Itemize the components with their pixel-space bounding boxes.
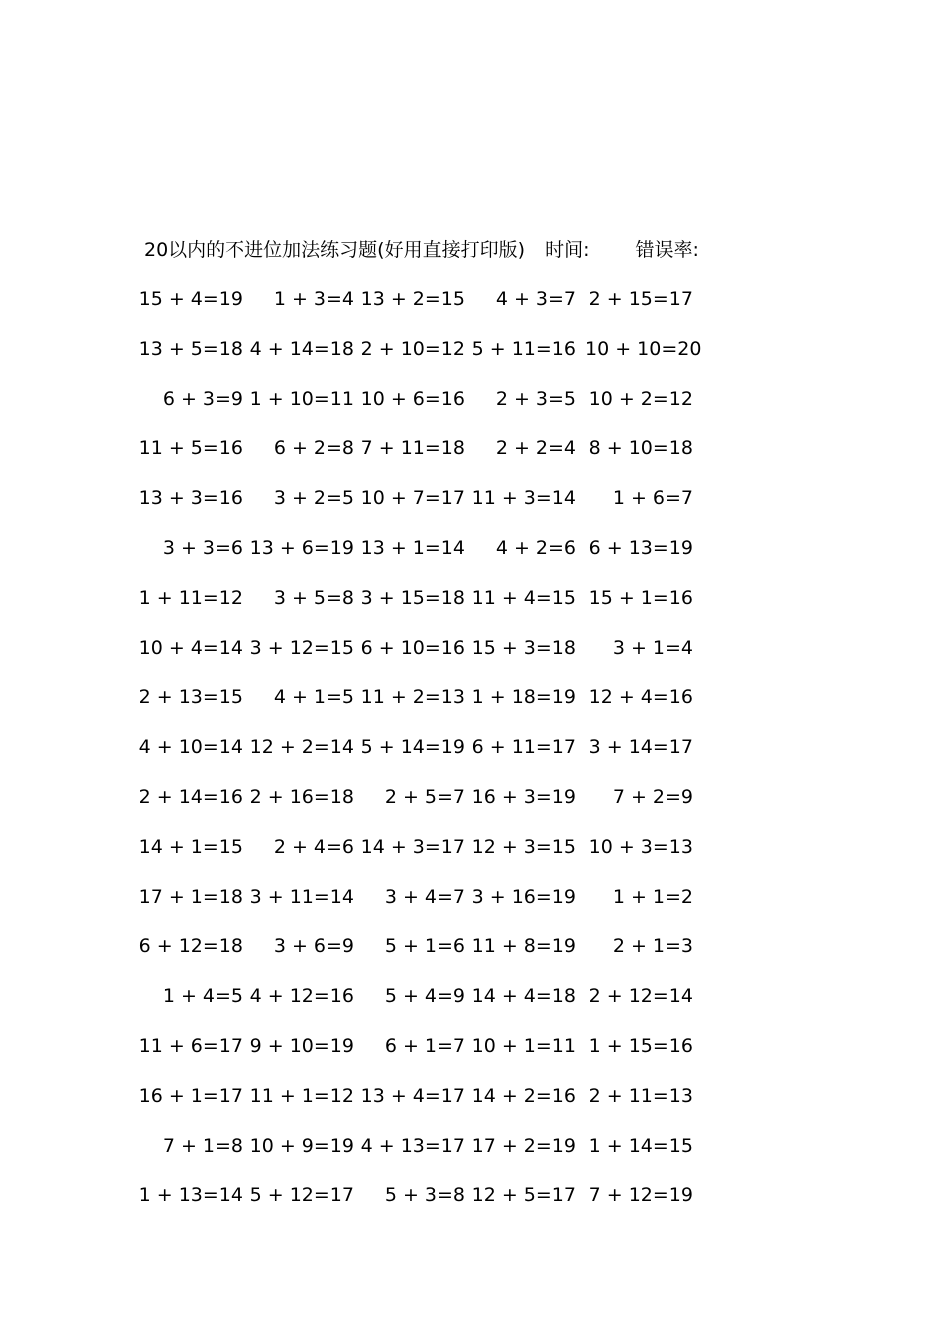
problem-cell: 14 + 4=18 <box>471 985 576 1007</box>
problem-cell: 2 + 3=5 <box>495 388 576 410</box>
problem-cell: 13 + 2=15 <box>360 288 465 310</box>
problem-cell: 12 + 4=16 <box>588 686 693 708</box>
problem-cell: 1 + 1=2 <box>612 886 693 908</box>
problem-cell: 4 + 10=14 <box>138 736 243 758</box>
problem-cell: 6 + 11=17 <box>471 736 576 758</box>
problem-cell: 4 + 2=6 <box>495 537 576 559</box>
worksheet-title: 20以内的不进位加法练习题(好用直接打印版) <box>144 239 526 261</box>
problem-row <box>0 284 950 314</box>
problem-cell: 14 + 2=16 <box>471 1085 576 1107</box>
problem-cell: 6 + 13=19 <box>588 537 693 559</box>
problem-cell: 4 + 14=18 <box>249 338 354 360</box>
problem-row <box>0 384 950 414</box>
problem-cell: 15 + 4=19 <box>138 288 243 310</box>
problem-cell: 3 + 3=6 <box>162 537 243 559</box>
problem-row <box>0 682 950 712</box>
problem-cell: 10 + 3=13 <box>588 836 693 858</box>
problem-cell: 1 + 18=19 <box>471 686 576 708</box>
problem-cell: 5 + 3=8 <box>384 1184 465 1206</box>
problem-cell: 13 + 6=19 <box>249 537 354 559</box>
problem-row <box>0 533 950 563</box>
problem-cell: 7 + 2=9 <box>612 786 693 808</box>
problem-cell: 10 + 9=19 <box>249 1135 354 1157</box>
problem-cell: 3 + 1=4 <box>612 637 693 659</box>
problem-cell: 16 + 1=17 <box>138 1085 243 1107</box>
problem-cell: 11 + 4=15 <box>471 587 576 609</box>
problem-cell: 6 + 2=8 <box>273 437 354 459</box>
problem-cell: 4 + 1=5 <box>273 686 354 708</box>
problem-cell: 11 + 1=12 <box>249 1085 354 1107</box>
problem-row <box>0 433 950 463</box>
problem-cell: 2 + 15=17 <box>588 288 693 310</box>
problem-cell: 1 + 13=14 <box>138 1184 243 1206</box>
problem-cell: 3 + 5=8 <box>273 587 354 609</box>
error-rate-label: 错误率: <box>635 239 699 261</box>
problem-row <box>0 981 950 1011</box>
problem-row <box>0 832 950 862</box>
problem-cell: 10 + 2=12 <box>588 388 693 410</box>
problem-cell: 5 + 14=19 <box>360 736 465 758</box>
problem-row <box>0 931 950 961</box>
problem-cell: 3 + 4=7 <box>384 886 465 908</box>
problem-cell: 3 + 16=19 <box>471 886 576 908</box>
problem-row <box>0 782 950 812</box>
problem-cell: 4 + 12=16 <box>249 985 354 1007</box>
problem-cell: 1 + 14=15 <box>588 1135 693 1157</box>
problem-cell: 4 + 13=17 <box>360 1135 465 1157</box>
problem-cell: 11 + 2=13 <box>360 686 465 708</box>
problem-row <box>0 732 950 762</box>
problem-row <box>0 583 950 613</box>
problem-cell: 11 + 3=14 <box>471 487 576 509</box>
problem-cell: 13 + 4=17 <box>360 1085 465 1107</box>
problem-cell: 2 + 14=16 <box>138 786 243 808</box>
time-label: 时间: <box>545 239 590 261</box>
problem-cell: 2 + 1=3 <box>612 935 693 957</box>
problem-cell: 14 + 3=17 <box>360 836 465 858</box>
problem-cell: 3 + 12=15 <box>249 637 354 659</box>
problem-cell: 15 + 1=16 <box>588 587 693 609</box>
problem-cell: 5 + 1=6 <box>384 935 465 957</box>
problem-cell: 10 + 1=11 <box>471 1035 576 1057</box>
problem-cell: 7 + 11=18 <box>360 437 465 459</box>
problem-row <box>0 1081 950 1111</box>
problem-cell: 11 + 8=19 <box>471 935 576 957</box>
problem-cell: 6 + 10=16 <box>360 637 465 659</box>
problem-cell: 2 + 10=12 <box>360 338 465 360</box>
problem-cell: 2 + 12=14 <box>588 985 693 1007</box>
problem-row <box>0 1180 950 1210</box>
problem-cell: 3 + 6=9 <box>273 935 354 957</box>
problem-row <box>0 334 950 364</box>
problem-cell: 16 + 3=19 <box>471 786 576 808</box>
problem-row <box>0 633 950 663</box>
problem-cell: 5 + 4=9 <box>384 985 465 1007</box>
problem-cell: 1 + 6=7 <box>612 487 693 509</box>
problem-cell: 17 + 2=19 <box>471 1135 576 1157</box>
problem-row <box>0 1131 950 1161</box>
problem-cell: 14 + 1=15 <box>138 836 243 858</box>
problem-cell: 2 + 4=6 <box>273 836 354 858</box>
problem-cell: 12 + 3=15 <box>471 836 576 858</box>
problem-cell: 3 + 15=18 <box>360 587 465 609</box>
problem-cell: 6 + 12=18 <box>138 935 243 957</box>
problem-cell: 10 + 6=16 <box>360 388 465 410</box>
problem-cell: 8 + 10=18 <box>588 437 693 459</box>
problem-cell: 2 + 11=13 <box>588 1085 693 1107</box>
problem-cell: 1 + 11=12 <box>138 587 243 609</box>
problem-cell: 6 + 3=9 <box>162 388 243 410</box>
problem-cell: 5 + 11=16 <box>471 338 576 360</box>
problem-cell: 13 + 1=14 <box>360 537 465 559</box>
problem-cell: 6 + 1=7 <box>384 1035 465 1057</box>
problem-cell: 11 + 5=16 <box>138 437 243 459</box>
problem-cell: 13 + 5=18 <box>138 338 243 360</box>
problem-cell: 11 + 6=17 <box>138 1035 243 1057</box>
problem-cell: 2 + 13=15 <box>138 686 243 708</box>
problem-cell: 1 + 4=5 <box>162 985 243 1007</box>
problem-cell: 1 + 3=4 <box>273 288 354 310</box>
problem-cell: 15 + 3=18 <box>471 637 576 659</box>
problem-cell: 5 + 12=17 <box>249 1184 354 1206</box>
problem-cell: 3 + 2=5 <box>273 487 354 509</box>
problem-cell: 1 + 10=11 <box>249 388 354 410</box>
problem-cell: 10 + 4=14 <box>138 637 243 659</box>
problem-cell: 3 + 14=17 <box>588 736 693 758</box>
problem-cell: 12 + 5=17 <box>471 1184 576 1206</box>
problem-cell: 2 + 2=4 <box>495 437 576 459</box>
problem-cell: 2 + 5=7 <box>384 786 465 808</box>
problem-row <box>0 483 950 513</box>
problem-cell: 1 + 15=16 <box>588 1035 693 1057</box>
problem-cell: 17 + 1=18 <box>138 886 243 908</box>
problem-row <box>0 882 950 912</box>
problem-cell: 10 + 7=17 <box>360 487 465 509</box>
problem-cell: 10 + 10=20 <box>585 338 702 360</box>
problem-row <box>0 1031 950 1061</box>
problem-cell: 2 + 16=18 <box>249 786 354 808</box>
problem-cell: 9 + 10=19 <box>249 1035 354 1057</box>
problem-cell: 12 + 2=14 <box>249 736 354 758</box>
problem-cell: 7 + 1=8 <box>162 1135 243 1157</box>
problem-cell: 3 + 11=14 <box>249 886 354 908</box>
problem-cell: 4 + 3=7 <box>495 288 576 310</box>
problem-cell: 13 + 3=16 <box>138 487 243 509</box>
problem-cell: 7 + 12=19 <box>588 1184 693 1206</box>
